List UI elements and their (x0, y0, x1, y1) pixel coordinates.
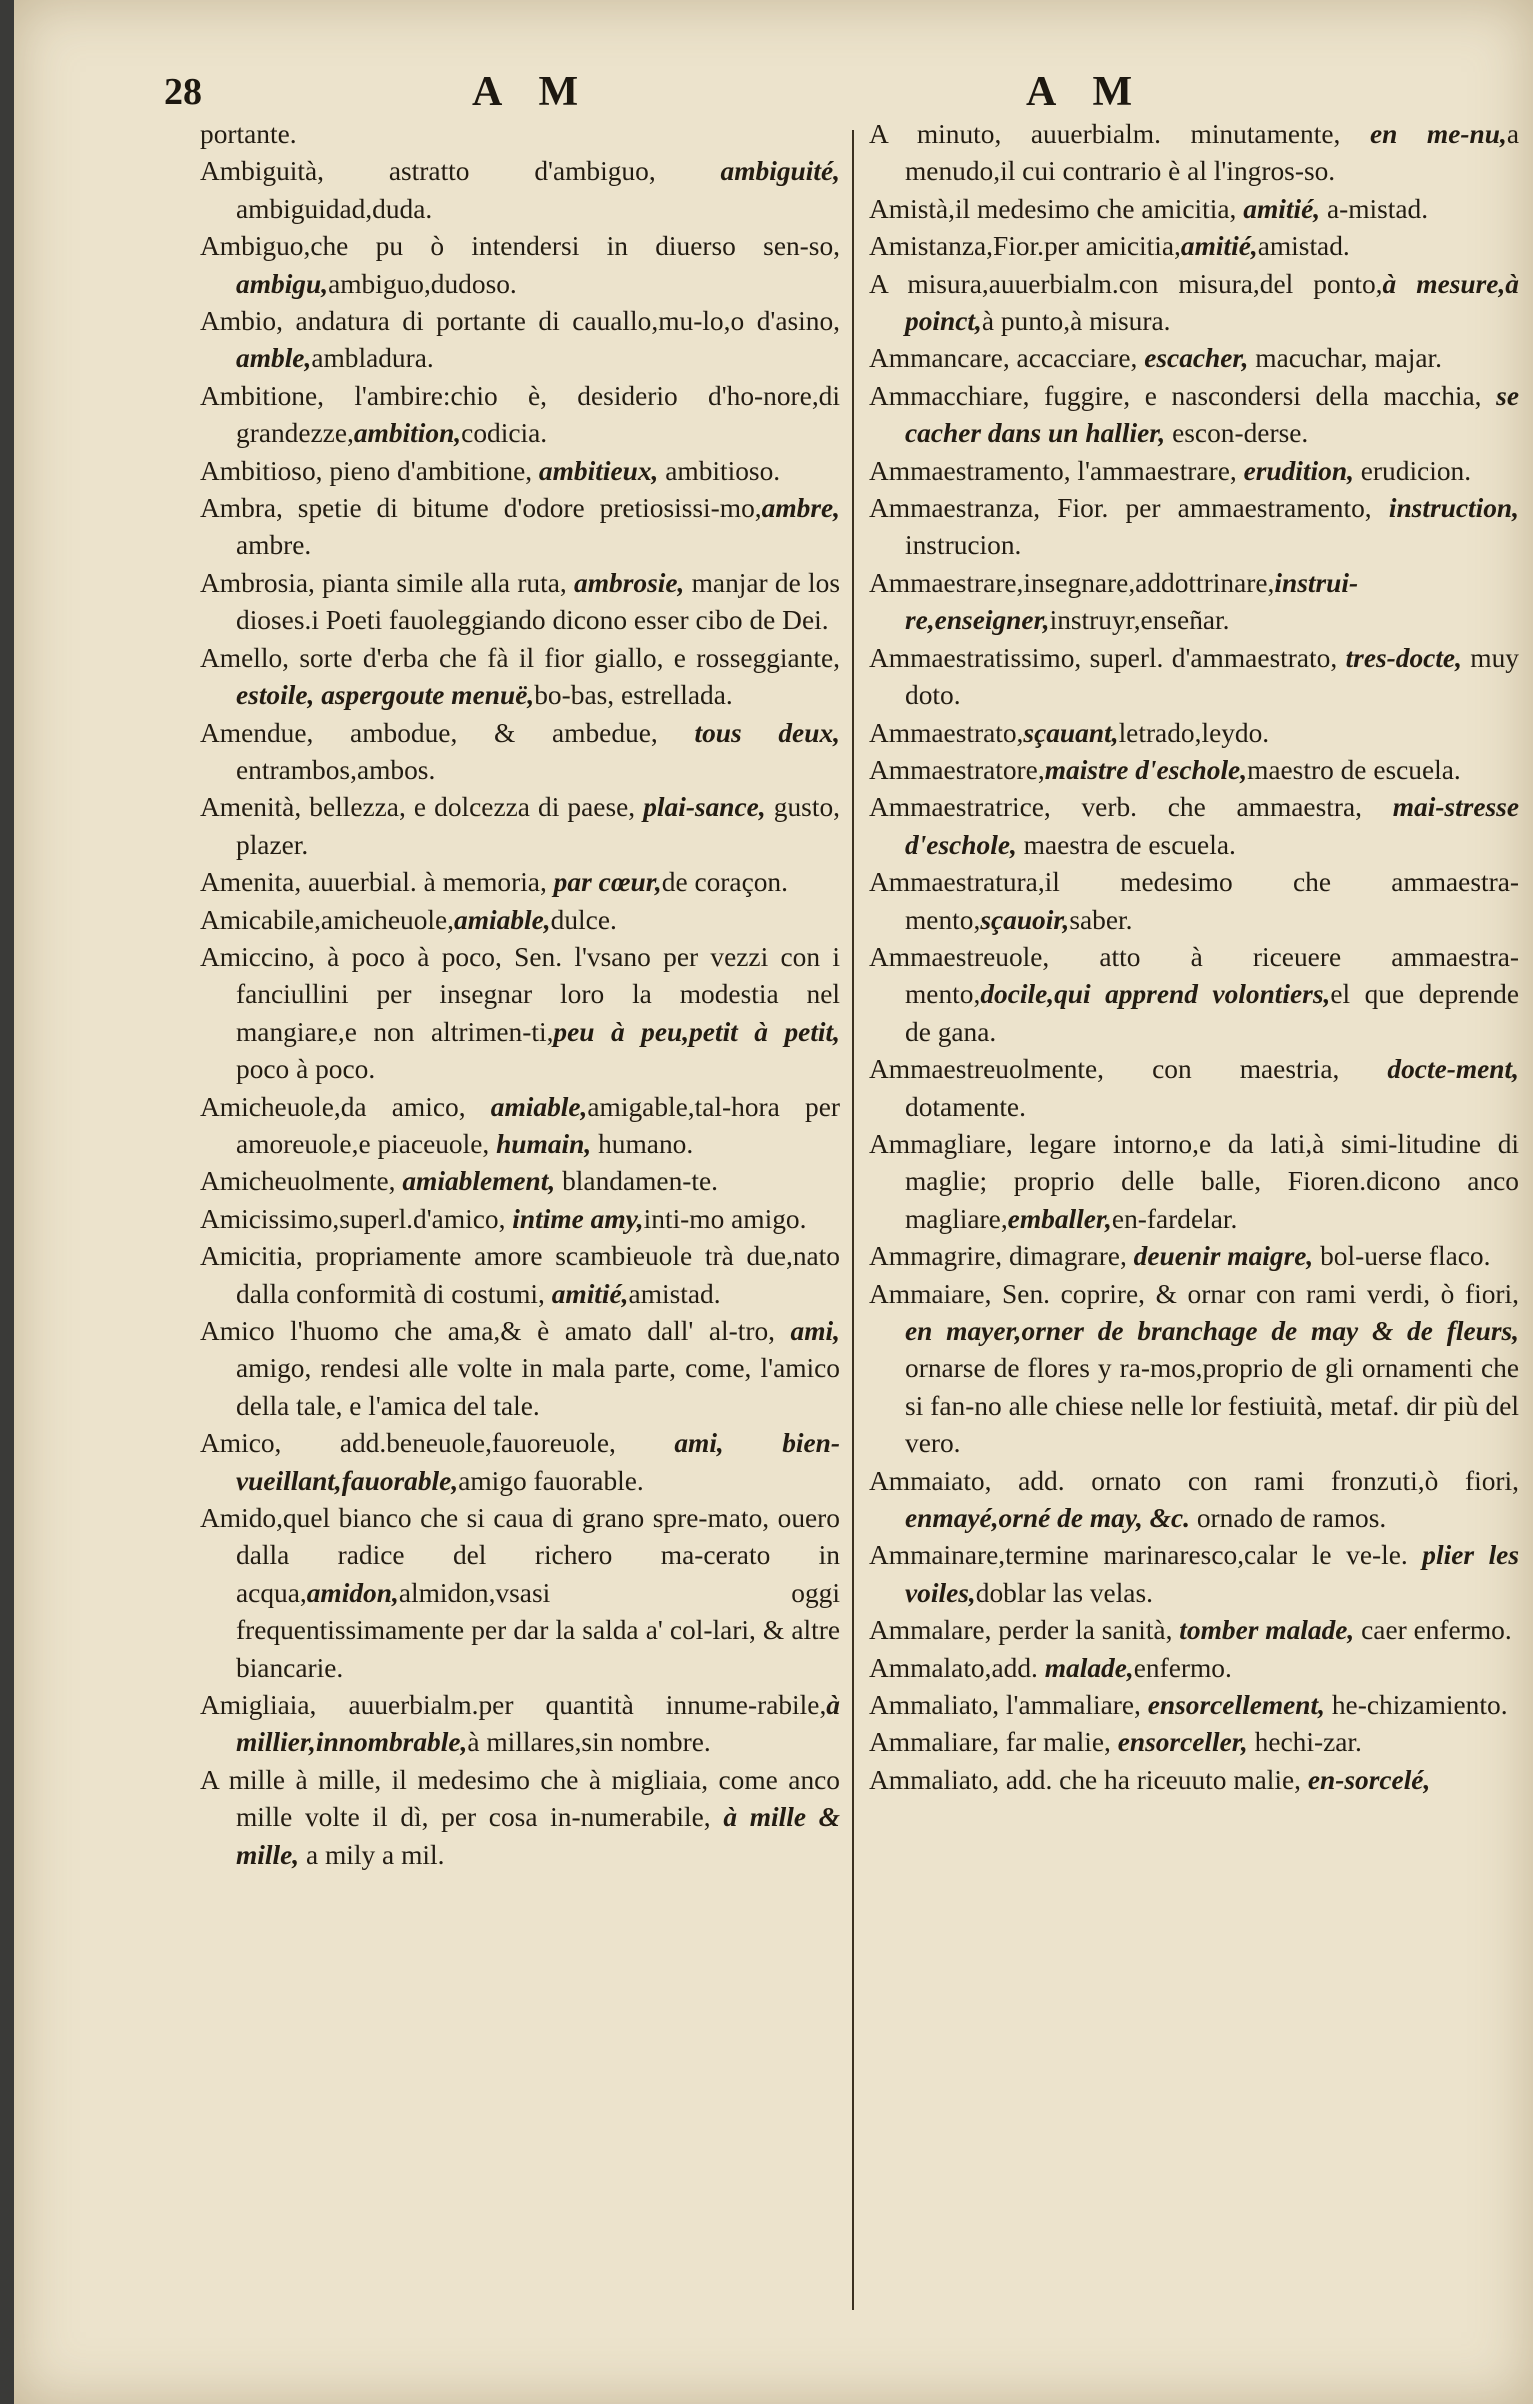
french-equivalent: instruction, (1388, 493, 1519, 524)
dictionary-entry (869, 1051, 1519, 1126)
french-equivalent: par cœur, (553, 867, 662, 898)
italian-text: Ammaiare, Sen. coprire, & ornar con rami verdi, ò fiori, (869, 1278, 1519, 1309)
french-equivalent: ambitieux, (538, 455, 659, 486)
dictionary-entry (200, 1238, 840, 1313)
dictionary-entry (869, 752, 1519, 789)
italian-text: Ammagliare, legare intorno,e da lati,à simi-litudine di maglie; proprio delle balle, Fioren.dicono anco magliare, (869, 1128, 1519, 1234)
french-equivalent: amiable, (490, 1091, 588, 1122)
dictionary-entry (869, 1276, 1519, 1463)
spanish-text: el que deprende de gana. (905, 979, 1519, 1047)
italian-text: Ambra, spetie di bitume d'odore pretiosissi-mo, (200, 493, 762, 524)
italian-text: Ammaestreuolmente, con maestria, (869, 1054, 1388, 1085)
spanish-text: maestra de escuela. (1016, 829, 1236, 860)
spanish-text: manjar de los dioses.i Poeti fauoleggiando dicono esser cibo de Dei. (236, 567, 840, 636)
spanish-text: saber. (1069, 904, 1133, 935)
french-equivalent: maistre d'eschole, (1044, 754, 1248, 785)
spanish-text: entrambos,ambos. (236, 754, 436, 785)
spanish-text: gusto, plazer. (236, 792, 840, 860)
spanish-text: erudicion. (1353, 455, 1472, 486)
french-equivalent: plier les voiles, (905, 1540, 1519, 1608)
french-equivalent: sçauant, (1023, 717, 1119, 748)
dictionary-entry (200, 116, 840, 153)
french-equivalent: humain, (496, 1128, 592, 1159)
french-equivalent: en mayer,orner de branchage de may & de fleurs, (905, 1316, 1519, 1346)
spanish-text: bo-bas, estrellada. (534, 680, 733, 711)
italian-text: Ambiguo,che pu ò intendersi in diuerso sen-so, (200, 231, 840, 262)
italian-text: Ammagrire, dimagrare, (869, 1241, 1134, 1272)
italian-text: Ammaestreuole, atto à riceuere ammaestra-mento, (869, 941, 1519, 1010)
italian-text: Ambitione, l'ambire:chio è, desiderio d'ho-nore,di grandezze, (200, 380, 840, 449)
dictionary-entry (200, 864, 840, 901)
spanish-text: ambiguidad,duda. (236, 193, 433, 224)
dictionary-entry (869, 565, 1519, 640)
french-equivalent: en me-nu, (1369, 119, 1507, 149)
italian-text: Ammaestratrice, verb. che ammaestra, (869, 792, 1393, 823)
italian-text: Amenita, auuerbial. à memoria, (200, 867, 554, 898)
italian-text: Ambiguità, astratto d'ambiguo, (200, 156, 721, 187)
spanish-text: muy doto. (905, 642, 1520, 711)
french-equivalent: ambition, (353, 418, 462, 449)
french-equivalent: peu à peu,petit à petit, (553, 1016, 840, 1047)
french-equivalent: à millier,innombrable, (236, 1690, 840, 1758)
guide-word-right: A M (1026, 69, 1147, 115)
spanish-text: blandamen-te. (555, 1166, 719, 1197)
spanish-text: amistad. (1257, 231, 1350, 262)
dictionary-entry (200, 1201, 840, 1238)
dictionary-entry (869, 715, 1519, 752)
italian-text: Amicheuole,da amico, (200, 1091, 491, 1122)
dictionary-entry (200, 1425, 840, 1500)
french-equivalent: se cacher dans un hallier, (905, 380, 1519, 449)
french-equivalent: erudition, (1243, 455, 1354, 486)
dictionary-entry (869, 1463, 1519, 1538)
dictionary-entry (869, 340, 1519, 377)
italian-text: Amico, add.beneuole,fauoreuole, (200, 1428, 675, 1459)
dictionary-entry (200, 715, 840, 790)
italian-text: Amiccino, à poco à poco, Sen. l'vsano per vezzi con i fanciullini per insegnar loro la modestia nel mangiare,e non altrimen-ti, (200, 941, 840, 1047)
spanish-text: ambiguo,dudoso. (328, 268, 517, 299)
french-equivalent: docte-ment, (1387, 1054, 1519, 1085)
dictionary-entry (869, 378, 1519, 453)
spanish-text: doblar las velas. (975, 1577, 1153, 1608)
spanish-text: ornado de ramos. (1190, 1503, 1387, 1534)
spanish-text: amigo fauorable. (458, 1465, 644, 1496)
italian-text: Amistanza,Fior.per amicitia, (869, 231, 1181, 262)
dictionary-entry (200, 1163, 840, 1200)
italian-text: Amenità, bellezza, e dolcezza di paese, (200, 792, 644, 823)
column-divider (852, 130, 854, 2310)
dictionary-page (14, 0, 1533, 2404)
dictionary-entry (200, 1313, 840, 1425)
dictionary-entry (200, 789, 840, 864)
french-equivalent: enmayé,orné de may, &c. (905, 1503, 1190, 1534)
italian-text: Ammaestratore, (869, 754, 1045, 785)
dictionary-entry (869, 1126, 1519, 1238)
dictionary-entry (869, 266, 1519, 341)
spanish-text: bol-uerse flaco. (1313, 1241, 1491, 1272)
spanish-text: ornarse de flores y ra-mos,proprio de gli ornamenti che si fan-no alle chiese nelle lor festiuità, metaf. dir più del vero. (905, 1353, 1519, 1459)
french-equivalent: malade, (1044, 1652, 1134, 1683)
french-equivalent: à mille & mille, (236, 1802, 840, 1870)
spanish-text: instrucion. (905, 530, 1022, 561)
dictionary-entry (869, 1687, 1519, 1724)
spanish-text: dulce. (550, 904, 617, 935)
italian-text: portante. (200, 119, 297, 149)
french-equivalent: à mesure,à poinct, (905, 268, 1519, 337)
italian-text: Amendue, ambodue, & ambedue, (200, 717, 695, 748)
french-equivalent: amitié, (551, 1278, 629, 1309)
french-equivalent: tres-docte, (1345, 642, 1462, 673)
italian-text: Amido,quel bianco che si caua di grano spre-mato, ouero dalla radice del richero ma-cerato in acqua, (200, 1503, 840, 1608)
french-equivalent: emballer, (1007, 1203, 1112, 1234)
dictionary-entry (869, 228, 1519, 265)
dictionary-entry (869, 1724, 1519, 1761)
french-equivalent: deuenir maigre, (1133, 1241, 1314, 1272)
italian-text: Ammalato,add. (869, 1652, 1045, 1683)
italian-text: Ammaestratissimo, superl. d'ammaestrato, (869, 642, 1346, 673)
dictionary-entry (200, 640, 840, 715)
dictionary-entry (869, 453, 1519, 490)
spanish-text: macuchar, majar. (1248, 343, 1443, 374)
italian-text: Ammaliato, l'ammaliare, (869, 1690, 1148, 1721)
french-equivalent: tomber malade, (1179, 1615, 1355, 1646)
spanish-text: a mily a mil. (299, 1839, 445, 1870)
dictionary-entry (200, 453, 840, 490)
french-equivalent: amitié, (1180, 231, 1258, 262)
french-equivalent: docile,qui apprend volontiers, (980, 979, 1331, 1010)
italian-text: Amicitia, propriamente amore scambieuole trà due,nato dalla conformità di costumi, (200, 1241, 840, 1309)
dictionary-entry (200, 1500, 840, 1687)
page-number: 28 (164, 71, 202, 113)
spanish-text: dotamente. (905, 1091, 1026, 1122)
spanish-text: amistad. (628, 1278, 721, 1309)
french-equivalent: ambigu, (236, 268, 329, 299)
spanish-text: instruyr,enseñar. (1049, 605, 1230, 636)
italian-text: A misura,auuerbialm.con misura,del ponto, (869, 268, 1383, 299)
italian-text: Amello, sorte d'erba che fà il fior giallo, e rosseggiante, (200, 642, 840, 673)
italian-text: Ambrosia, pianta simile alla ruta, (200, 567, 575, 598)
italian-text: Ammancare, accacciare, (869, 343, 1145, 374)
french-equivalent: amitié, (1243, 193, 1321, 224)
french-equivalent: plai-sance, (643, 792, 766, 823)
french-equivalent: ambrosie, (574, 567, 685, 598)
dictionary-entry (200, 902, 840, 939)
dictionary-entry (869, 640, 1519, 715)
spanish-text: he-chizamiento. (1325, 1690, 1508, 1721)
italian-text: Ammainare,termine marinaresco,calar le ve-le. (869, 1540, 1423, 1571)
french-equivalent: ami, bien-vueillant,fauorable, (236, 1428, 841, 1496)
spanish-text: enfermo. (1133, 1652, 1232, 1683)
dictionary-entry (200, 378, 840, 453)
dictionary-entry (869, 1762, 1519, 1799)
dictionary-entry (869, 864, 1519, 939)
spanish-text: letrado,leydo. (1118, 717, 1270, 748)
dictionary-entry (200, 1762, 840, 1874)
spanish-text: maestro de escuela. (1247, 754, 1461, 785)
french-equivalent: amble, (236, 343, 312, 374)
dictionary-entry (869, 1238, 1519, 1275)
french-equivalent: escacher, (1144, 343, 1249, 374)
dictionary-entry (869, 1537, 1519, 1612)
spanish-text: poco à poco. (236, 1054, 376, 1085)
italian-text: Amicheuolmente, (200, 1166, 403, 1197)
spanish-text: humano. (591, 1128, 694, 1159)
italian-text: Ambitioso, pieno d'ambitione, (200, 455, 539, 486)
spanish-text: ambladura. (311, 343, 434, 374)
french-equivalent: intime amy, (512, 1203, 644, 1234)
dictionary-entry (869, 1612, 1519, 1649)
italian-text: Ammaliato, add. che ha riceuuto malie, (869, 1764, 1308, 1795)
guide-word-left: A M (472, 69, 593, 115)
french-equivalent: mai-stresse d'eschole, (905, 792, 1519, 860)
spanish-text: ambre. (236, 530, 312, 561)
italian-text: Ammaliare, far malie, (869, 1727, 1118, 1758)
spanish-text: a menudo,il cui contrario è al l'ingros-so. (905, 119, 1519, 187)
dictionary-entry (200, 565, 840, 640)
italian-text: Ammaestratura,il medesimo che ammaestra-mento, (869, 867, 1519, 935)
italian-text: Amigliaia, auuerbialm.per quantità innume-rabile, (200, 1690, 827, 1721)
spanish-text: hechi-zar. (1247, 1727, 1362, 1758)
italian-text: Ammaestrare,insegnare,addottrinare, (869, 567, 1275, 598)
spanish-text: inti-mo amigo. (643, 1203, 807, 1234)
italian-text: Ammaestrato, (869, 717, 1024, 748)
italian-text: Ammacchiare, fuggire, e nascondersi della macchia, (869, 380, 1497, 411)
dictionary-entry (200, 490, 840, 565)
french-equivalent: ami, (790, 1316, 840, 1346)
french-equivalent: en-sorcelé, (1307, 1764, 1431, 1795)
italian-text: A mille à mille, il medesimo che à migliaia, come anco mille volte il dì, per cosa in-numerabile, (200, 1764, 840, 1833)
running-header (14, 62, 1533, 122)
italian-text: Amico l'huomo che ama,& è amato dall' al-tro, (200, 1316, 791, 1346)
french-equivalent: ambiguité, (720, 156, 840, 187)
italian-text: Amistà,il medesimo che amicitia, (869, 193, 1244, 224)
french-equivalent: estoile, aspergoute menuë, (236, 680, 535, 711)
french-equivalent: amiablement, (402, 1166, 556, 1197)
french-equivalent: ambre, (761, 493, 840, 524)
spanish-text: escon-derse. (1165, 418, 1309, 449)
spanish-text: amigo, rendesi alle volte in mala parte, come, l'amico della tale, e l'amica del tale. (236, 1353, 840, 1421)
dictionary-entry (200, 303, 840, 378)
italian-text: Ammaiato, add. ornato con rami fronzuti,ò fiori, (869, 1465, 1519, 1496)
dictionary-entry (869, 116, 1519, 191)
french-equivalent: ensorcellement, (1147, 1690, 1326, 1721)
dictionary-entry (200, 1089, 840, 1164)
dictionary-entry (869, 191, 1519, 228)
italian-text: Ammaestramento, l'ammaestrare, (869, 455, 1244, 486)
dictionary-entry (869, 1650, 1519, 1687)
spanish-text: a-mistad. (1320, 193, 1429, 224)
spanish-text: codicia. (461, 418, 548, 449)
french-equivalent: amiable, (454, 904, 551, 935)
dictionary-entry (869, 490, 1519, 565)
dictionary-entry (200, 1687, 840, 1762)
spanish-text: de coraçon. (661, 867, 788, 898)
french-equivalent: ensorceller, (1117, 1727, 1248, 1758)
spanish-text: caer enfermo. (1354, 1615, 1512, 1646)
right-column (869, 116, 1519, 1799)
italian-text: A minuto, auuerbialm. minutamente, (869, 119, 1370, 149)
spanish-text: à millares,sin nombre. (467, 1727, 711, 1758)
french-equivalent: instrui-re,enseigner, (905, 567, 1359, 636)
italian-text: Ammalare, perder la sanità, (869, 1615, 1180, 1646)
french-equivalent: sçauoir, (980, 904, 1070, 935)
italian-text: Ammaestranza, Fior. per ammaestramento, (869, 493, 1389, 524)
spanish-text: almidon,vsasi oggi frequentissimamente per dar la salda a' col-lari, & altre biancarie. (236, 1577, 840, 1683)
dictionary-entry (200, 153, 840, 228)
french-equivalent: tous deux, (694, 717, 840, 748)
spanish-text: amigable,tal-hora per amoreuole,e piaceuole, (236, 1091, 840, 1159)
dictionary-entry (869, 789, 1519, 864)
spanish-text: à punto,à misura. (981, 306, 1171, 337)
dictionary-entry (200, 228, 840, 303)
dictionary-entry (869, 939, 1519, 1051)
spanish-text: ambitioso. (658, 455, 781, 486)
left-column (200, 116, 840, 1874)
french-equivalent: amidon, (306, 1577, 399, 1608)
spanish-text: en-fardelar. (1111, 1203, 1238, 1234)
italian-text: Amicissimo,superl.d'amico, (200, 1203, 513, 1234)
italian-text: Ambio, andatura di portante di cauallo,mu-lo,o d'asino, (200, 306, 840, 337)
dictionary-entry (200, 939, 840, 1089)
italian-text: Amicabile,amicheuole, (200, 904, 455, 935)
